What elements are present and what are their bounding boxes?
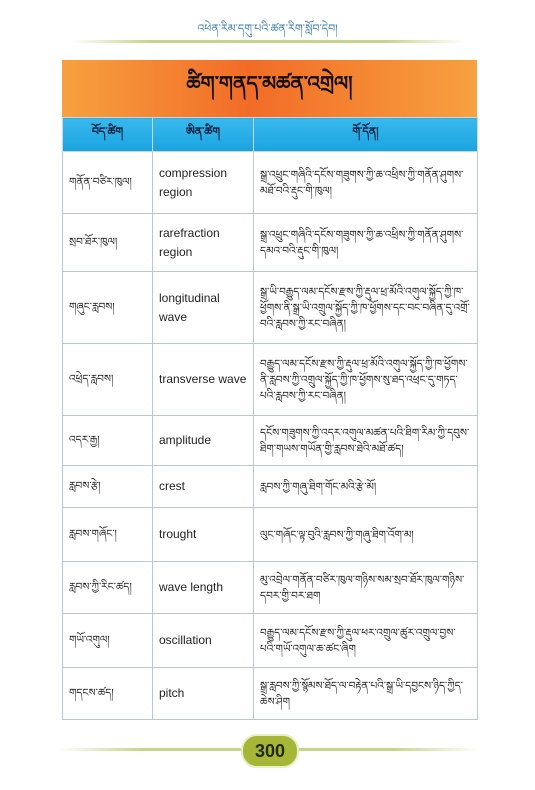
table-row [63, 466, 478, 508]
definition-cell: སྒྲ་རླབས་ཀྱི་སྙོམས་ཐོད་ལ་བརྟེན་པའི་སྒྲ་ཡི་དབྱངས་ཉིད་ཀྱིད་ཆེས་ཤིག [254, 668, 478, 720]
english-term-cell: transverse wave [153, 344, 254, 416]
english-term-cell: amplitude [153, 416, 254, 466]
table-row [63, 614, 478, 668]
page-number-badge: 300 [241, 734, 299, 768]
tibetan-term-cell: རླབས་གཞོང་། [63, 508, 153, 562]
definition-cell: རླབས་ཀྱི་གཞུ་ཐིག་གོང་མའི་རྩེ་མོ། [254, 466, 478, 508]
table-row [63, 562, 478, 614]
english-term-cell: pitch [153, 668, 254, 720]
header-english-term: ཨིན་ཚིག [153, 118, 254, 152]
tibetan-term-cell: འདར་རྒྱ། [63, 416, 153, 466]
table-row [63, 508, 478, 562]
definition-cell: ལུང་གཞོང་ལྟ་བུའི་རླབས་ཀྱི་གཞུ་ཐིག་འོག་མ། [254, 508, 478, 562]
tibetan-term-cell: གཡོ་འགུལ། [63, 614, 153, 668]
table-row [63, 344, 478, 416]
running-head: འཕེན་རིམ་དགུ་པའི་ཚན་རིག་སློབ་དེབ། [197, 22, 338, 35]
tibetan-term-cell: གཞུང་རླབས། [63, 272, 153, 344]
definition-cell: སྒྲ་འཕྲུང་གཞིའི་དངོས་གཟུགས་ཀྱི་ཆ་འཕྲིས་ཀྱི་གནོན་ཤུགས་མཐོ་བའི་རྡུང་གི་ཁུལ། [254, 152, 478, 214]
definition-cell: དངོས་གཟུགས་ཀྱི་འདར་འགུལ་མཚན་པའི་ཐིག་རིམ་ཀྱི་དབུས་ཐིག་གཡས་གཡོན་གྱི་རླབས་ཐེའི་མཐོ་ཚད། [254, 416, 478, 466]
english-term-cell: crest [153, 466, 254, 508]
table-row [63, 416, 478, 466]
definition-cell: སྒྲ་ཡི་བརྒྱུད་ལམ་དངོས་རྫས་ཀྱི་རྡུལ་ཕྲ་མོའི་འགུལ་སྐྱོད་ཀྱི་ཁ་ཕྱོགས་ནི་སྒྲ་ཡི་འགྲུལ་སྐྱོད་ཀྱི་ཁ་ཕྱོགས་དང་བང་བཞིན་དུ་འགྲོ་བའི་རླབས་ཀྱི་རང་བཞིན། [254, 272, 478, 344]
tibetan-term-cell: སྲབ་ཐོར་ཁུལ། [63, 214, 153, 272]
definition-cell: མུ་འབྲེལ་གནོན་བཙིར་ཁུལ་གཉིས་སམ་སྲབ་ཐོར་ཁུལ་གཉིས་དབར་གྱི་བར་ཐག [254, 562, 478, 614]
glossary-table [62, 117, 478, 720]
english-term-cell: longitudinal wave [153, 272, 254, 344]
tibetan-term-cell: གདངས་ཚད། [63, 668, 153, 720]
english-term-cell: compression region [153, 152, 254, 214]
definition-cell: བརྒྱུད་ལམ་དངོས་རྫས་ཀྱི་རྡུལ་ཕྲ་མོའི་འགུལ་སྐྱོད་ཀྱི་ཁ་ཕྱོགས་ནི་རླབས་ཀྱི་འགྲུལ་སྐྱོད་ཀྱི་ཁ་ཕྱོགས་སུ་ཐད་འཕྲང་དུ་གཏད་པའི་རླབས་ཀྱི་རང་བཞིན། [254, 344, 478, 416]
english-term-cell: trought [153, 508, 254, 562]
definition-cell: བརྒྱུད་ལམ་དངོས་རྫས་ཀྱི་རྡུལ་ཕར་འགྲུལ་ཚུར་འགྲུལ་བྱས་པའི་གཡོ་འགུལ་ཆ་ཚང་ཞིག [254, 614, 478, 668]
glossary-title: ཚིག་གནད་མཚན་འགྲེལ། [62, 60, 477, 117]
table-row [63, 272, 478, 344]
table-row [63, 152, 478, 214]
definition-cell: སྒྲ་འཕྲུང་གཞིའི་དངོས་གཟུགས་ཀྱི་ཆ་འཕྲིས་ཀྱི་གནོན་ཤུགས་དམའ་བའི་རྡུང་གི་ཁུལ། [254, 214, 478, 272]
tibetan-term-cell: རླབས་རྩེ། [63, 466, 153, 508]
table-header-row [63, 118, 478, 152]
tibetan-term-cell: གནོན་བཙིར་ཁུལ། [63, 152, 153, 214]
header-definition: གོ་དོན། [254, 118, 478, 152]
header-divider [70, 40, 465, 43]
english-term-cell: wave length [153, 562, 254, 614]
tibetan-term-cell: རླབས་ཀྱི་རིང་ཚད། [63, 562, 153, 614]
english-term-cell: rarefraction region [153, 214, 254, 272]
english-term-cell: oscillation [153, 614, 254, 668]
header-tibetan-term: བོད་ཚིག [63, 118, 153, 152]
glossary-table-container [62, 60, 477, 720]
table-row [63, 214, 478, 272]
table-row [63, 668, 478, 720]
tibetan-term-cell: འཕྲེད་རླབས། [63, 344, 153, 416]
